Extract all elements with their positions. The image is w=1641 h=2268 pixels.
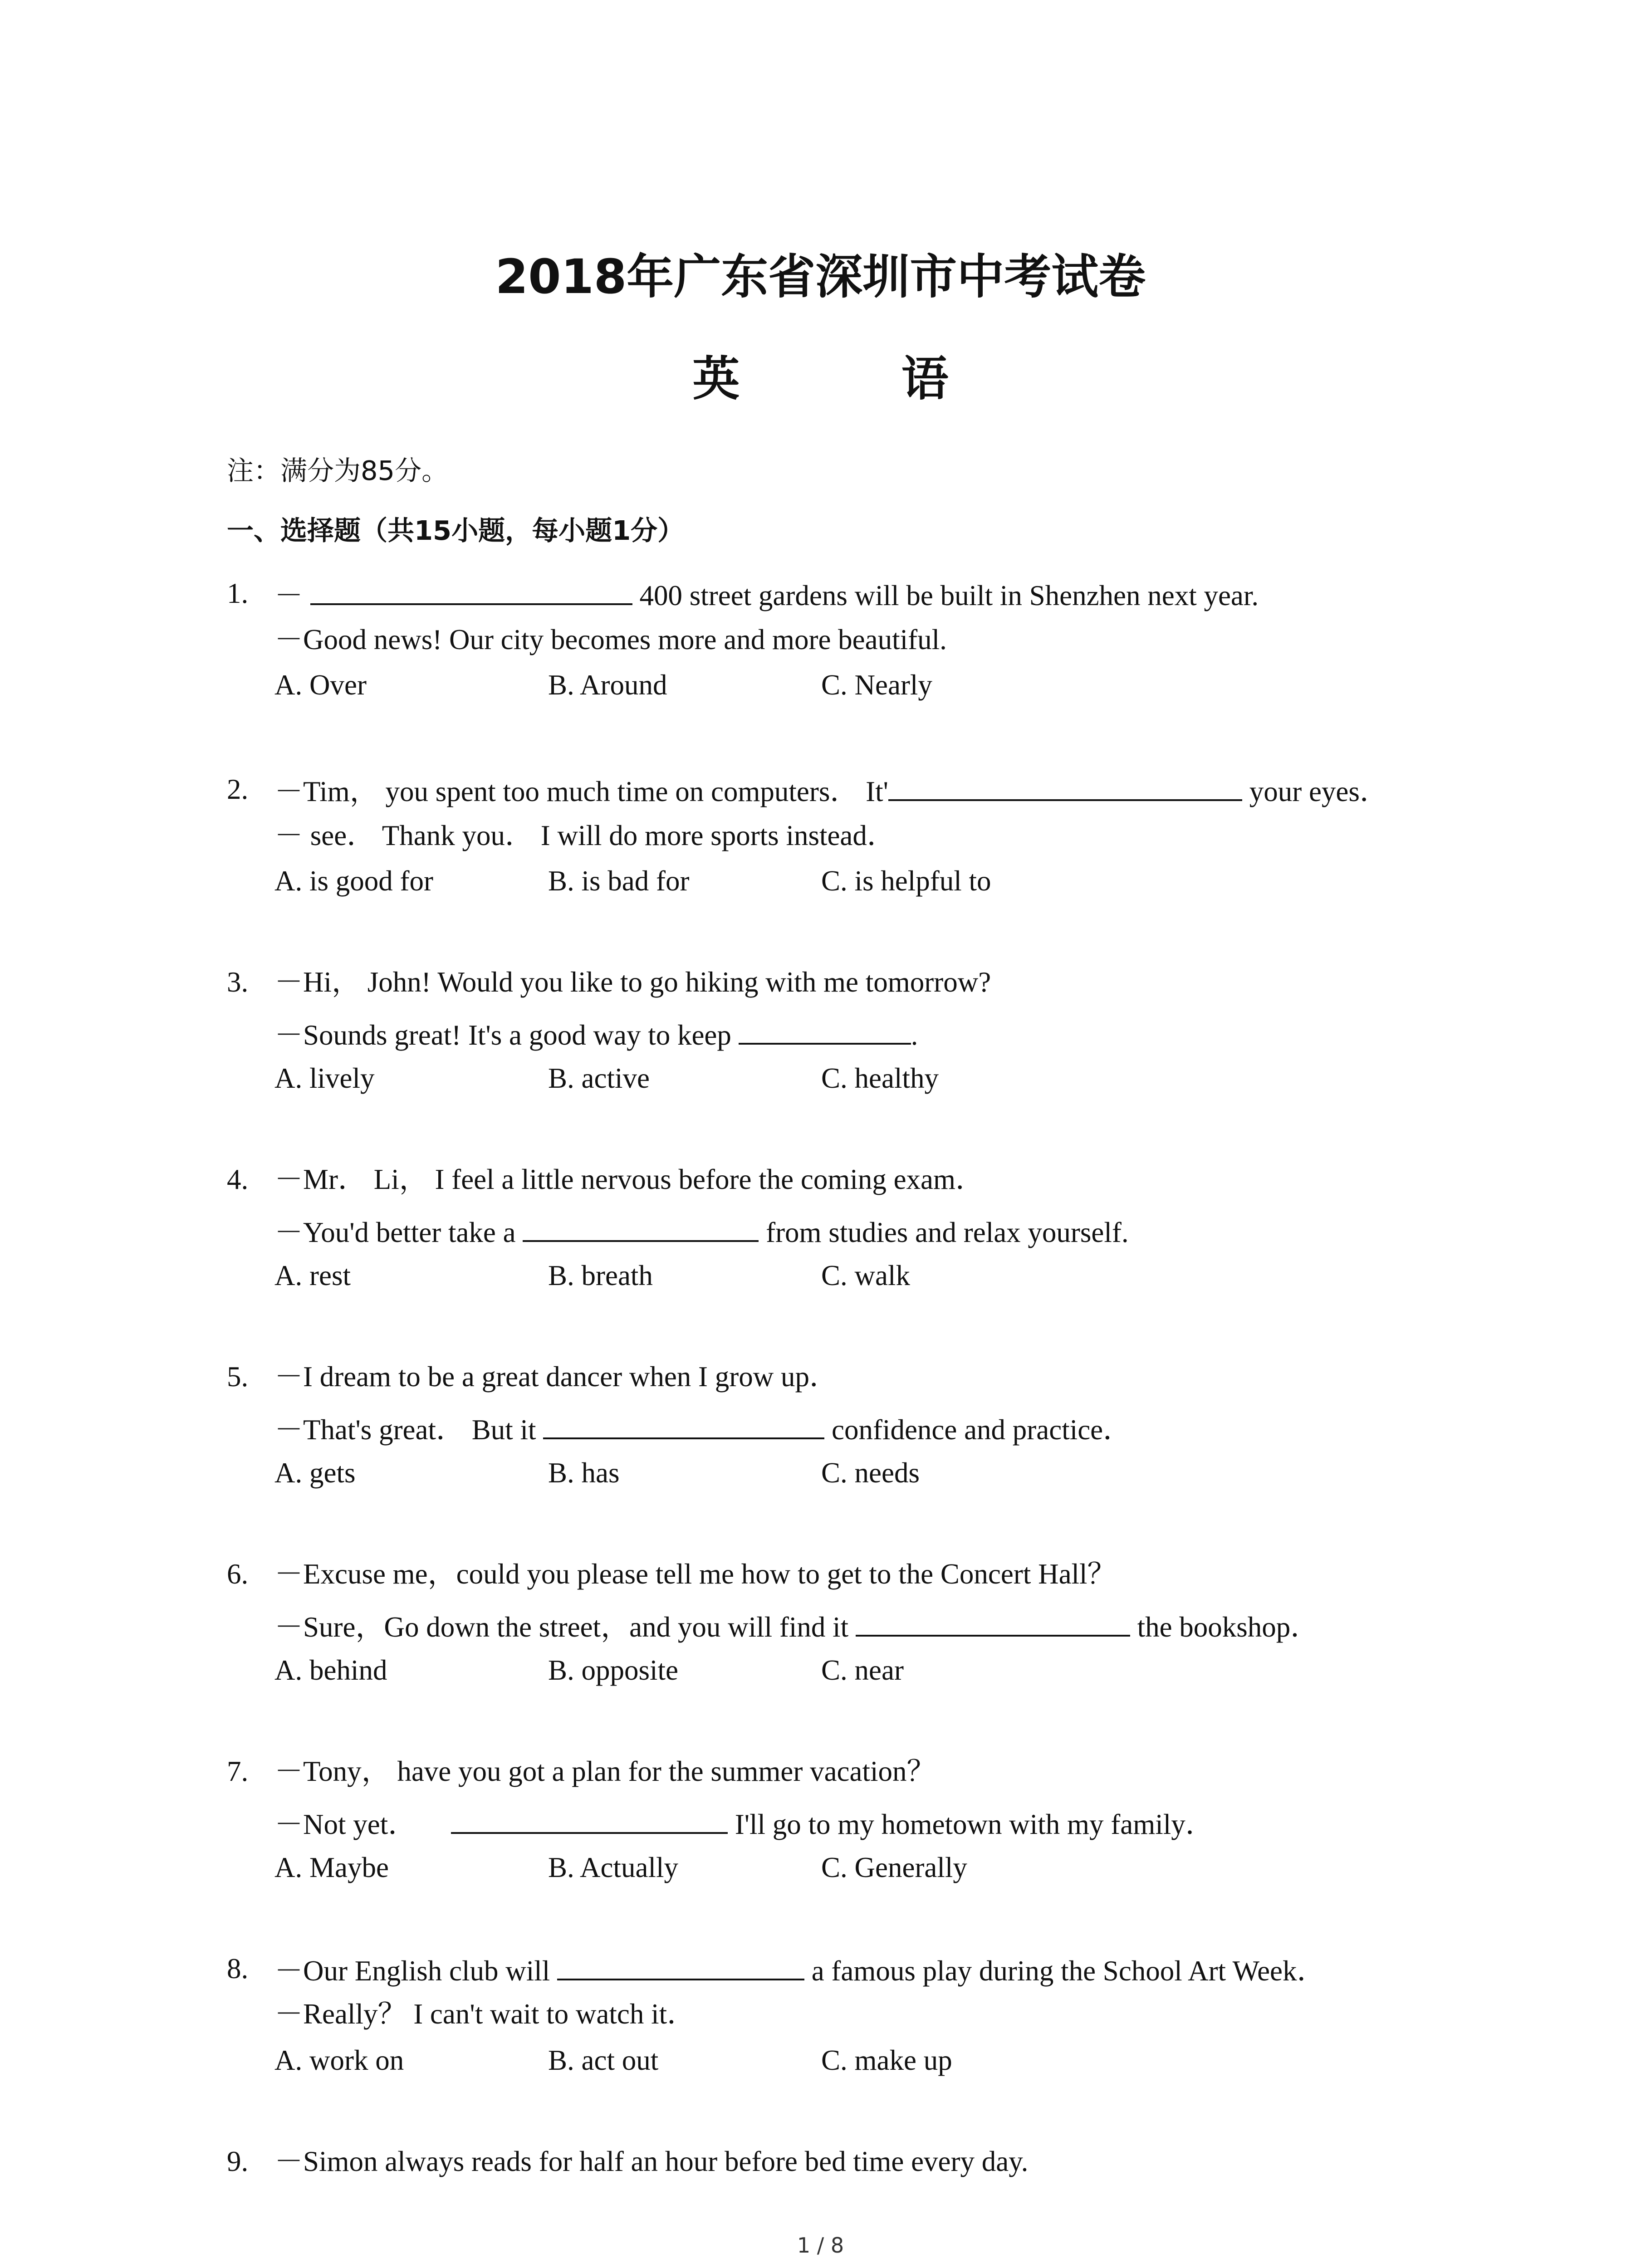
question-line [274, 1996, 696, 2032]
question-text: － see． Thank you． I will do more sports instead． [274, 820, 896, 851]
question-text: 400 street gardens will be built in Shenzhen next year. [632, 580, 1259, 611]
option-a: A. lively [274, 1062, 375, 1094]
question-text: . [911, 1019, 918, 1051]
question-line [274, 1015, 918, 1053]
question-text: －Really？ I can't wait to watch it． [274, 1998, 696, 2030]
option-c: C. Nearly [821, 669, 932, 701]
question-line [274, 2143, 1028, 2180]
option-b: B. Around [548, 669, 667, 701]
answer-blank [557, 1950, 804, 1980]
question-text: －Not yet． [274, 1809, 424, 1840]
option-a: A. is good for [274, 865, 433, 897]
option-b: B. Actually [548, 1852, 678, 1883]
question-line [274, 1753, 935, 1789]
option-a: A. behind [274, 1654, 387, 1686]
answer-blank [451, 1804, 728, 1834]
question-text: －Sure，Go down the street，and you will find it [274, 1611, 856, 1643]
question-text: －That's great． But it [274, 1414, 544, 1446]
option-a: A. gets [274, 1457, 356, 1489]
question-line [274, 817, 896, 854]
question-line [274, 964, 991, 1000]
option-c: C. Generally [821, 1852, 967, 1883]
option-b: B. act out [548, 2044, 659, 2076]
option-c: C. make up [821, 2044, 952, 2076]
question-text: －Hi， John! Would you like to go hiking with me tomorrow? [274, 966, 991, 998]
question-text: －Tony， have you got a plan for the summer vacation？ [274, 1755, 936, 1787]
question-text: －You'd better take a [274, 1217, 523, 1248]
option-b: B. breath [548, 1260, 653, 1291]
question-number: 3. [227, 966, 249, 998]
question-number: 9. [227, 2146, 249, 2177]
option-c: C. walk [821, 1260, 910, 1291]
question-text: －Sounds great! It's a good way to keep [274, 1019, 739, 1051]
question-line [274, 1804, 1214, 1843]
question-text: the bookshop． [1130, 1611, 1319, 1643]
question-text: － [274, 580, 310, 611]
option-b: B. has [548, 1457, 620, 1489]
question-line [274, 1556, 1116, 1592]
question-number: 2. [227, 773, 249, 805]
option-c: C. healthy [821, 1062, 939, 1094]
question-line [274, 1409, 1132, 1448]
question-number: 8. [227, 1953, 249, 1984]
subject-title: 英 语 [692, 351, 1021, 406]
question-line [274, 1161, 984, 1198]
option-c: C. near [821, 1654, 904, 1686]
question-text: from studies and relax yourself. [759, 1217, 1129, 1248]
question-line [274, 1950, 1326, 1989]
option-a: A. Over [274, 669, 367, 701]
question-text: －Excuse me，could you please tell me how to get to the Concert Hall？ [274, 1558, 1116, 1590]
answer-blank [856, 1607, 1130, 1637]
page-title: 2018年广东省深圳市中考试卷 [495, 249, 1146, 304]
option-c: C. needs [821, 1457, 920, 1489]
answer-blank [888, 771, 1242, 801]
question-number: 6. [227, 1558, 249, 1590]
question-text: －Simon always reads for half an hour before bed time every day. [274, 2146, 1029, 2177]
question-text: your eyes． [1242, 776, 1388, 807]
question-number: 5. [227, 1361, 249, 1393]
option-b: B. is bad for [548, 865, 690, 897]
answer-blank [543, 1409, 824, 1439]
score-note: 注：满分为85分。 [227, 455, 449, 486]
question-text: I'll go to my hometown with my family． [727, 1809, 1214, 1840]
question-line [274, 1359, 838, 1395]
question-text: confidence and practice． [824, 1414, 1132, 1446]
section-heading: 一、选择题（共15小题，每小题1分） [227, 515, 685, 546]
answer-blank [523, 1212, 759, 1242]
option-a: A. rest [274, 1260, 351, 1291]
page-number: 1 / 8 [797, 2233, 844, 2258]
option-b: B. active [548, 1062, 650, 1094]
question-text: a famous play during the School Art Week． [804, 1955, 1326, 1987]
question-text: －Mr． Li， I feel a little nervous before the coming exam． [274, 1163, 985, 1195]
option-a: A. work on [274, 2044, 404, 2076]
question-line [274, 621, 947, 658]
question-text: －Good news! Our city becomes more and more beautiful. [274, 624, 947, 655]
question-text: －Our English club will [274, 1955, 557, 1987]
option-a: A. Maybe [274, 1852, 389, 1883]
question-line [274, 575, 1259, 614]
question-line [274, 771, 1388, 810]
answer-blank [310, 575, 632, 605]
question-number: 7. [227, 1755, 249, 1787]
question-number: 4. [227, 1163, 249, 1195]
option-c: C. is helpful to [821, 865, 991, 897]
question-line [274, 1607, 1319, 1645]
option-b: B. opposite [548, 1654, 679, 1686]
question-text: －I dream to be a great dancer when I grow up． [274, 1361, 838, 1393]
question-text: －Tim， you spent too much time on computers． It' [274, 776, 888, 807]
question-number: 1. [227, 577, 249, 609]
question-line [274, 1212, 1129, 1251]
answer-blank [739, 1015, 911, 1045]
